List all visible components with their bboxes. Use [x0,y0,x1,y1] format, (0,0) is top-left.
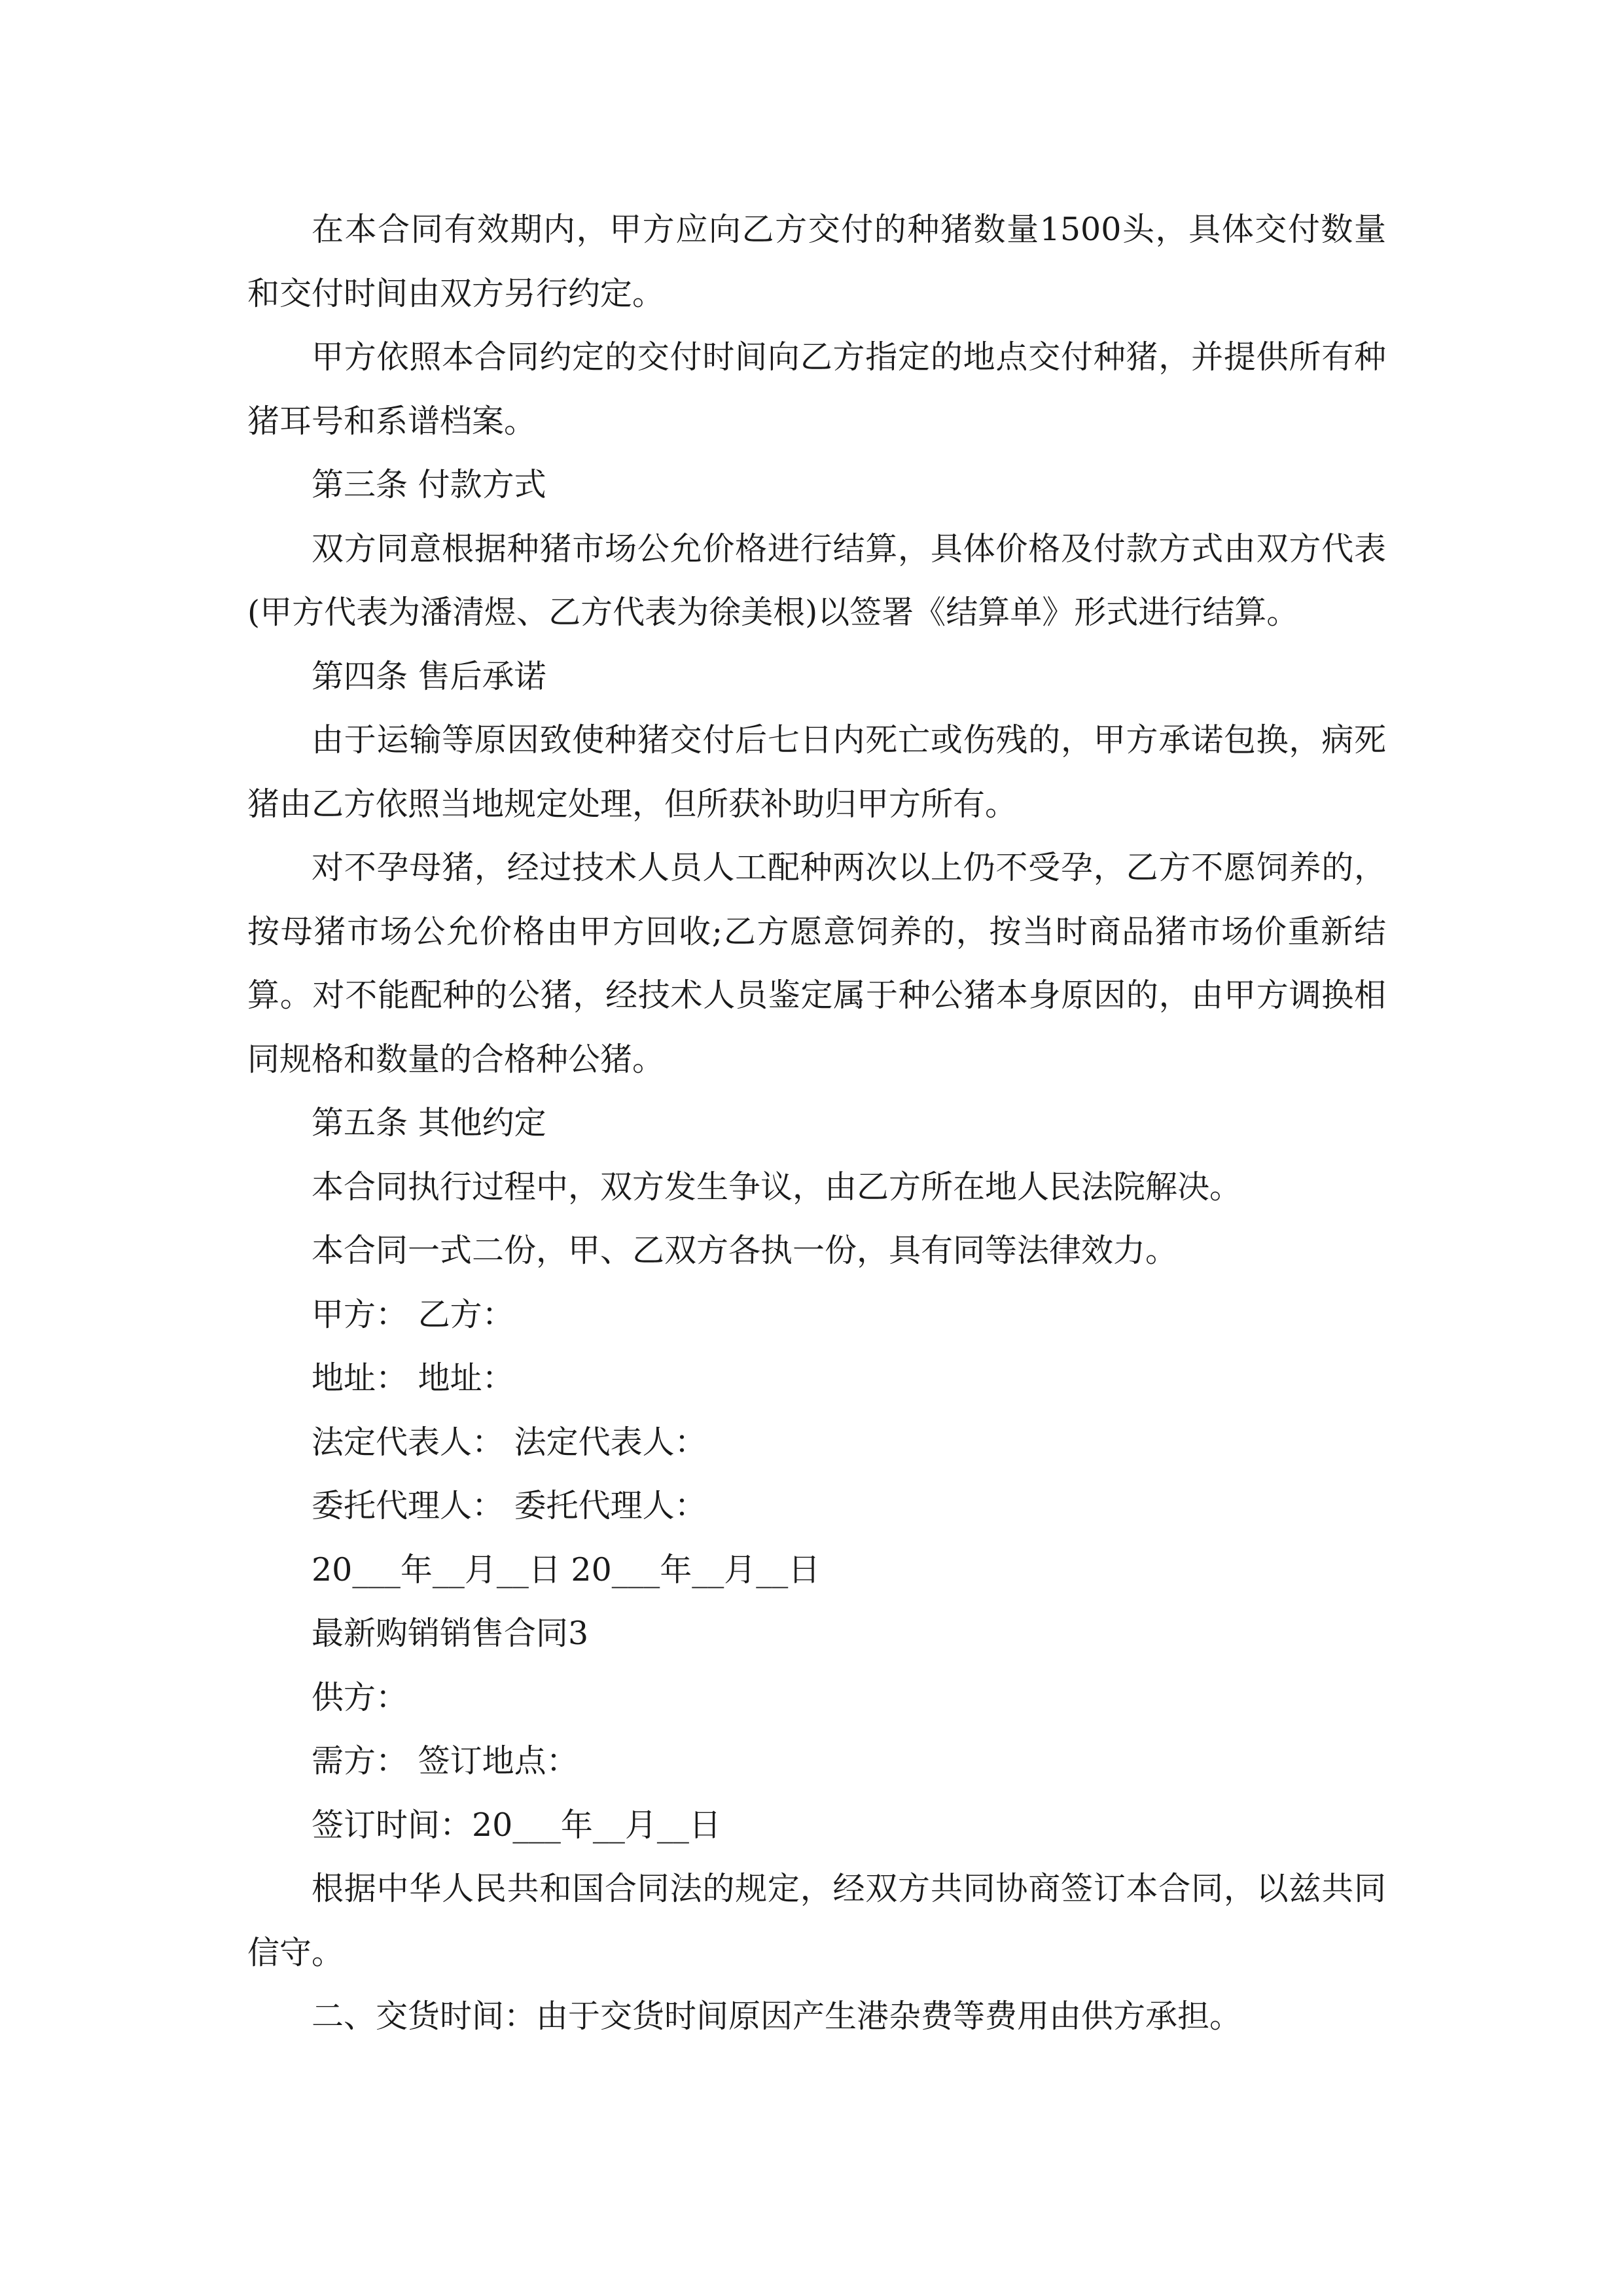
signing-date-line: 签订时间：20___年__月__日 [312,1806,721,1844]
paragraph-payment: 双方同意根据种猪市场公允价格进行结算，具体价格及付款方式由双方代表(甲方代表为潘清煜、乙方代表为徐美根)以签署《结算单》形式进行结算。 [247,529,1386,631]
contract-3-title: 最新购销销售合同3 [312,1615,589,1652]
paragraph-infertile-sows: 对不孕母猪，经过技术人员人工配种两次以上仍不受孕，乙方不愿饲养的，按母猪市场公允价格由甲方回收;乙方愿意饲养的，按当时商品猪市场价重新结算。对不能配种的公猪，经技术人员鉴定属于种公猪本身原因的，由甲方调换相同规格和数量的合格种公猪。 [247,849,1386,1078]
signature-legal-rep: 法定代表人： 法定代表人： [312,1423,707,1461]
heading-article-4: 第四条 售后承诺 [312,657,546,695]
heading-article-3: 第三条 付款方式 [312,466,546,503]
paragraph-legal-basis: 根据中华人民共和国合同法的规定，经双方共同协商签订本合同，以兹共同信守。 [247,1870,1386,1971]
paragraph-dispute: 本合同执行过程中，双方发生争议，由乙方所在地人民法院解决。 [312,1168,1242,1206]
document-body [247,198,1386,2049]
paragraph-copies: 本合同一式二份，甲、乙双方各执一份，具有同等法律效力。 [312,1232,1178,1269]
paragraph-delivery-location: 甲方依照本合同约定的交付时间向乙方指定的地点交付种猪，并提供所有种猪耳号和系谱档案。 [247,338,1386,440]
signature-dates: 20___年__月__日 20___年__月__日 [312,1551,821,1588]
signature-address: 地址： 地址： [312,1359,514,1397]
heading-article-5: 第五条 其他约定 [312,1104,546,1141]
supplier-line: 供方： [312,1678,408,1716]
paragraph-after-sales: 由于运输等原因致使种猪交付后七日内死亡或伤残的，甲方承诺包换，病死猪由乙方依照当地规定处理，但所获补助归甲方所有。 [247,721,1386,823]
signature-parties: 甲方： 乙方： [312,1295,514,1333]
buyer-line: 需方： 签订地点： [312,1742,579,1780]
paragraph-delivery-quantity: 在本合同有效期内，甲方应向乙方交付的种猪数量1500头，具体交付数量和交付时间由双方另行约定。 [247,211,1386,312]
paragraph-delivery-time: 二、交货时间：由于交货时间原因产生港杂费等费用由供方承担。 [312,1998,1242,2035]
signature-agent: 委托代理人： 委托代理人： [312,1487,707,1524]
